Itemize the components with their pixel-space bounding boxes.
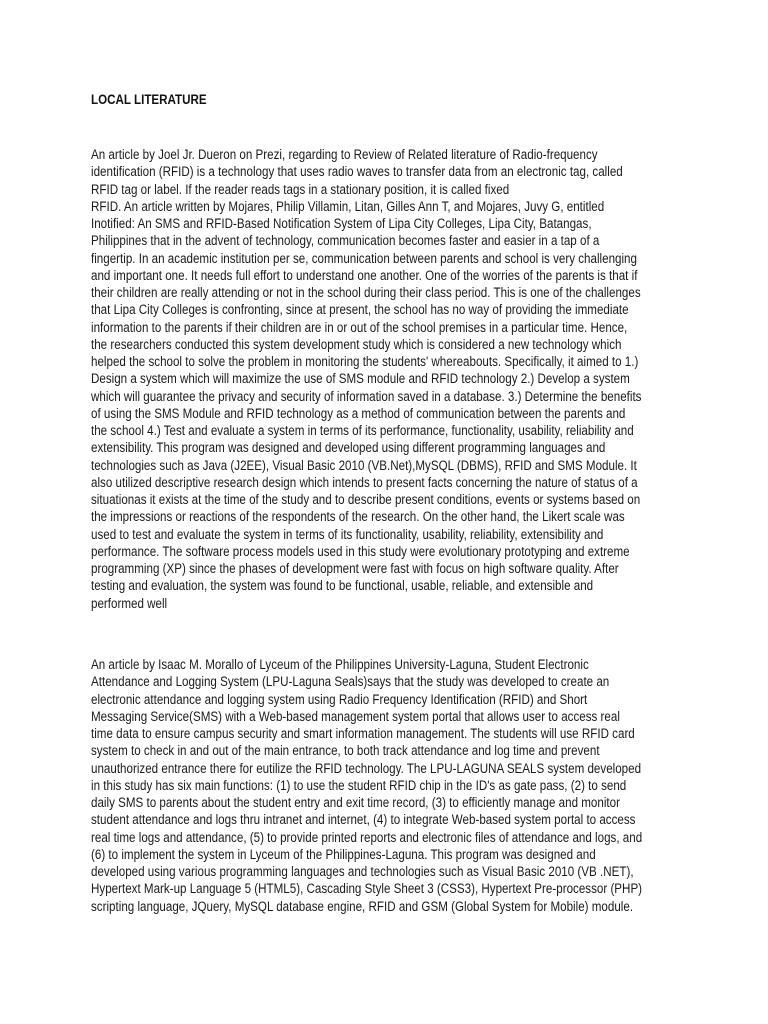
text-line: situationas it exists at the time of the study and to describe present conditions, events or systems based on xyxy=(91,492,641,507)
text-line: system to check in and out of the main entrance, to both track attendance and log time and prevent xyxy=(91,743,600,759)
text-line: Inotified: An SMS and RFID-Based Notification System of Lipa City Colleges, Lipa City, Batangas, xyxy=(91,216,592,231)
text-line: identification (RFID) is a technology that uses radio waves to transfer data from an electronic tag, called xyxy=(91,164,623,180)
text-line: of using the SMS Module and RFID technology as a method of communication between the parents and xyxy=(91,405,626,421)
text-line: time data to ensure campus security and smart information management. The students will use RFID card xyxy=(91,726,635,741)
text-line: which will guarantee the privacy and security of information saved in a database. 3.) Determine the benefits xyxy=(91,388,642,404)
text-line: student attendance and logs thru intranet and internet, (4) to integrate Web-based system portal to access xyxy=(91,812,636,828)
text-line: Messaging Service(SMS) with a Web-based management system portal that allows user to access real xyxy=(91,708,620,724)
text-line: Philippines that in the advent of technology, communication becomes faster and easier in a tap of a xyxy=(91,233,600,249)
text-line: the researchers conducted this system development study which is considered a new technology which xyxy=(91,336,622,352)
text-line: (6) to implement the system in Lyceum of the Philippines-Laguna. This program was designed and xyxy=(91,846,596,862)
text-line: in this study has six main functions: (1) to use the student RFID chip in the ID's as gate pass, (2) to send xyxy=(91,777,627,793)
text-line: that Lipa City Colleges is confronting, since at present, the school has no way of providing the immediate xyxy=(91,302,629,318)
paragraph-1 xyxy=(91,146,731,612)
section-heading: LOCAL LITERATURE xyxy=(91,92,207,107)
text-line: information to the parents if their children are in or out of the school premises in a particular time. Hence, xyxy=(91,319,628,335)
text-line: and important one. It needs full effort to understand one another. One of the worries of the parents is that if xyxy=(91,267,638,283)
text-line: performed well xyxy=(91,595,168,611)
text-line: daily SMS to parents about the student entry and exit time record, (3) to efficiently manage and monitor xyxy=(91,795,620,810)
text-line: technologies such as Java (J2EE), Visual Basic 2010 (VB.Net),MySQL (DBMS), RFID and SMS Module. It xyxy=(91,457,637,473)
text-line: also utilized descriptive research design which intends to present facts concerning the nature of status of a xyxy=(91,474,638,490)
text-line: RFID. An article written by Mojares, Philip Villamin, Litan, Gilles Ann T, and Mojares, Juvy G, entitled xyxy=(91,198,605,214)
text-line: used to test and evaluate the system in terms of its functionality, usability, reliability, extensibility and xyxy=(91,526,604,542)
text-line: Attendance and Logging System (LPU-Laguna Seals)says that the study was developed to create an xyxy=(91,674,610,690)
text-line: testing and evaluation, the system was found to be functional, usable, reliable, and extensible and xyxy=(91,578,594,594)
text-line: An article by Joel Jr. Dueron on Prezi, regarding to Review of Related literature of Radio-frequency xyxy=(91,147,598,162)
text-line: the impressions or reactions of the respondents of the research. On the other hand, the Likert scale was xyxy=(91,509,625,525)
text-line: RFID tag or label. If the reader reads tags in a stationary position, it is called fixed xyxy=(91,181,510,197)
text-line: programming (XP) since the phases of development were fast with focus on high software quality. After xyxy=(91,561,619,576)
text-line: scripting language, JQuery, MySQL database engine, RFID and GSM (Global System for Mobile) module. xyxy=(91,898,634,914)
text-line: extensibility. This program was designed and developed using different programming languages and xyxy=(91,440,606,456)
text-line: real time logs and attendance, (5) to provide printed reports and electronic files of attendance and logs, and xyxy=(91,829,643,845)
text-line: developed using various programming languages and technologies such as Visual Basic 2010 (VB .NET), xyxy=(91,864,634,879)
text-line: helped the school to solve the problem in monitoring the students' whereabouts. Specifically, it aimed to 1.) xyxy=(91,354,639,369)
text-line: the school 4.) Test and evaluate a system in terms of its performance, functionality, usability, reliability and xyxy=(91,423,634,438)
text-line: fingertip. In an academic institution per se, communication between parents and school is very challenging xyxy=(91,250,637,266)
text-line: Hypertext Mark-up Language 5 (HTML5), Cascading Style Sheet 3 (CSS3), Hypertext Pre-processor (PHP) xyxy=(91,881,643,897)
text-line: Design a system which will maximize the use of SMS module and RFID technology 2.) Develop a system xyxy=(91,371,630,387)
text-line: their children are really attending or not in the school during their class period. This is one of the challenges xyxy=(91,285,641,300)
paragraph-2 xyxy=(91,656,732,915)
text-line: performance. The software process models used in this study were evolutionary prototyping and extreme xyxy=(91,543,630,559)
text-line: An article by Isaac M. Morallo of Lyceum of the Philippines University-Laguna, Student Electronic xyxy=(91,657,589,672)
text-line: electronic attendance and logging system using Radio Frequency Identification (RFID) and Short xyxy=(91,691,588,707)
text-line: unauthorized entrance there for eutilize the RFID technology. The LPU-LAGUNA SEALS system developed xyxy=(91,760,642,776)
